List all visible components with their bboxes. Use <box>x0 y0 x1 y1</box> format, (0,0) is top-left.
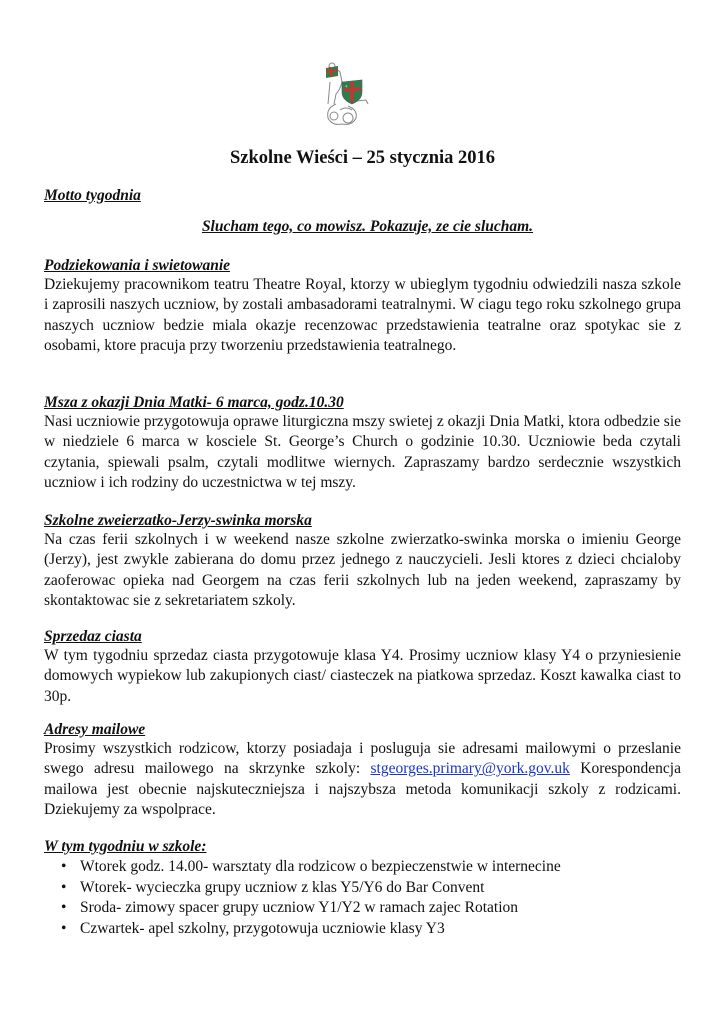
section-heading-class-pet: Szkolne zweierzatko-Jerzy-swinka morska <box>44 512 312 529</box>
section-body-class-pet: Na czas ferii szkolnych i w weekend nasze szkolne zwierzatko-swinka morska o imieniu George (Jerzy), jest zwykle zabierana do domu przez jednego z nauczycieli. Jesli ktores z dzieci chcialoby zaoferowac opieka nad Georgem na czas ferii szkolnych lub na jeden weekend, zapraszamy by skontaktowac sie z sekretariatem szkoly. <box>44 531 681 609</box>
section-heading-emails: Adresy mailowe <box>44 721 146 738</box>
section-heading-cake-sale: Sprzedaz ciasta <box>44 628 142 645</box>
list-item <box>44 857 561 878</box>
section-body-thanks: Dziekujemy pracownikom teatru Theatre Royal, ktorzy w ubieglym tygodniu odwiedzili nasza szkole i zaprosili naszych uczniow, by zostali ambasadorami teatralnymi. W ciagu tego roku szkolnego grupa naszych uczniow bedzie miala okazje recenzowac przedstawienia teatralne oraz spotykac sie z osobami, ktore pracuja przy tworzeniu przedstawienia teatralnego. <box>44 276 681 354</box>
list-item-text: Sroda- zimowy spacer grupy uczniow Y1/Y2 w ramach zajec Rotation <box>80 899 519 916</box>
list-item-text: Wtorek- wycieczka grupy uczniow z klas Y5/Y6 do Bar Convent <box>80 878 485 896</box>
list-item-text: Czwartek- apel szkolny, przygotowuja uczniowie klasy Y3 <box>80 919 445 937</box>
emails-text-before-link: Prosimy wszystkich rodzicow, ktorzy posiadaja i posluguja sie adresami mailowymi o przeslanie swego adresu mailowego na skrzynke szkoly: <box>44 740 681 778</box>
section-heading-thanks: Podziekowania i swietowanie <box>44 257 231 274</box>
list-item <box>44 898 561 919</box>
this-week-list <box>44 857 561 939</box>
section-body-mass: Nasi uczniowie przygotowuja oprawe liturgiczna mszy swietej z okazji Dnia Matki, ktora odbedzie sie w niedziele 6 marca w kosciele St. George’s Church o godzinie 10.30. Uczniowie beda czytali czytania, spiewali psalm, czytali modlitwe wiernych. Zapraszamy bardzo serdecznie wszystkich uczniow i ich rodziny do uczestnictwa w tej mszy. <box>44 413 681 491</box>
svg-text:*: * <box>345 85 348 91</box>
bullet-icon: • <box>61 899 67 916</box>
list-item-text: Wtorek godz. 14.00- warsztaty dla rodzicow o bezpieczenstwie w internecine <box>80 858 561 875</box>
bullet-icon: • <box>61 878 67 896</box>
section-heading-this-week: W tym tygodniu w szkole: <box>44 838 207 855</box>
section-body-emails <box>44 739 681 820</box>
page-title: Szkolne Wieści – 25 stycznia 2016 <box>230 148 495 168</box>
motto-text: Slucham tego, co mowisz. Pokazuje, ze cie slucham. <box>201 218 534 235</box>
list-item <box>44 919 561 940</box>
emails-text-after-link: Korespondencja mailowa jest obecnie najskuteczniejsza i najszybsza metoda komunikacji szkoly z rodzicami. Dziekujemy za wspolprace. <box>44 760 681 818</box>
bullet-icon: • <box>61 858 67 875</box>
motto-heading: Motto tygodnia <box>44 187 141 204</box>
section-body-cake-sale: W tym tygodniu sprzedaz ciasta przygotowuje klasa Y4. Prosimy uczniow klasy Y4 o przyniesienie domowych wypiekow lub zakupionych ciast/ ciasteczek na piatkowa sprzedaz. Koszt kawalka ciast to 30p. <box>44 647 681 705</box>
section-heading-mass: Msza z okazji Dnia Matki- 6 marca, godz.10.30 <box>44 394 344 411</box>
bullet-icon: • <box>61 919 67 937</box>
school-email-link[interactable]: stgeorges.primary@york.gov.uk <box>370 760 570 778</box>
school-crest-icon <box>318 58 370 132</box>
list-item <box>44 878 561 899</box>
